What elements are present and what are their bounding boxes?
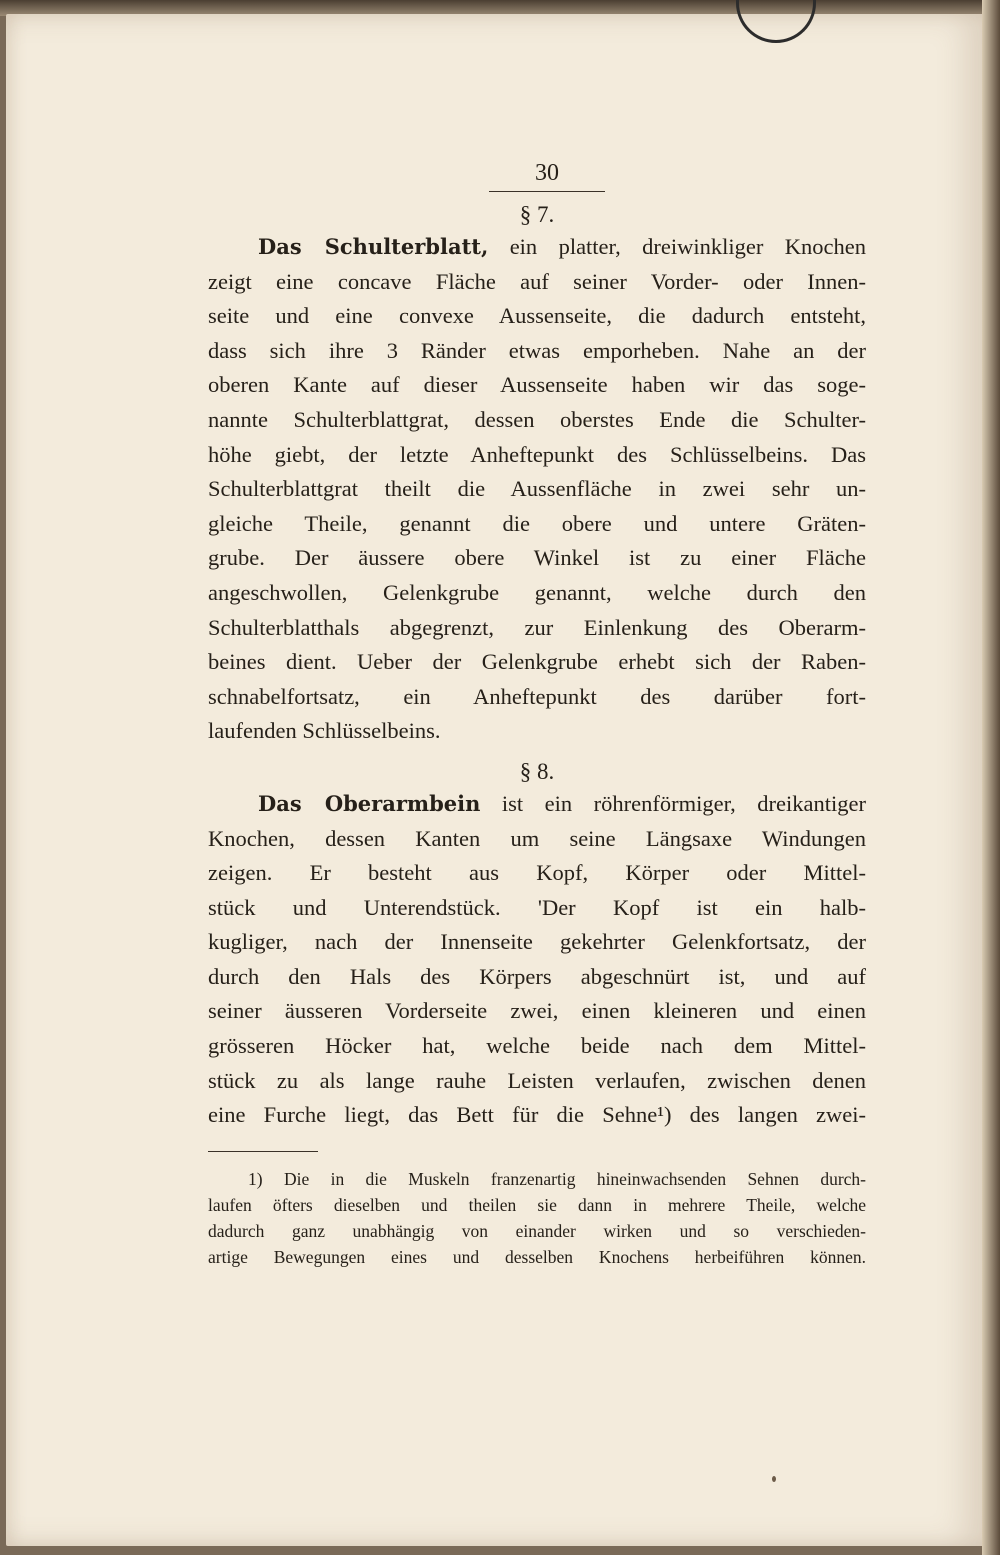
paragraph-line: seite und eine convexe Aussenseite, die dadurch entsteht, <box>208 303 866 329</box>
footnote-line: dadurch ganz unabhängig von einander wirken und so verschieden- <box>208 1220 866 1241</box>
paragraph-line: angeschwollen, Gelenkgrube genannt, welche durch den <box>208 579 866 605</box>
paragraph-line: Knochen, dessen Kanten um seine Längsaxe Windungen <box>208 825 866 851</box>
paragraph-line: oberen Kante auf dieser Aussenseite haben wir das soge- <box>208 372 866 398</box>
section-7-paragraph <box>208 230 866 749</box>
paragraph-line: kugliger, nach der Innenseite gekehrter Gelenkfortsatz, der <box>208 929 866 955</box>
paragraph-line: durch den Hals des Körpers abgeschnürt ist, und auf <box>208 963 866 989</box>
paragraph-line: zeigen. Er besteht aus Kopf, Körper oder Mittel- <box>208 860 866 886</box>
paragraph-line: eine Furche liegt, das Bett für die Sehne¹) des langen zwei- <box>208 1102 866 1128</box>
page-edge-right <box>982 0 1000 1555</box>
paragraph-line: seiner äusseren Vorderseite zwei, einen kleineren und einen <box>208 998 866 1024</box>
paragraph-line: stück zu als lange rauhe Leisten verlaufen, zwischen denen <box>208 1067 866 1093</box>
section-8-paragraph <box>208 787 866 1133</box>
section-7-mark: § 7. <box>519 202 555 227</box>
footnote <box>208 1166 866 1270</box>
paragraph-line: dass sich ihre 3 Ränder etwas emporheben. Nahe an der <box>208 337 866 363</box>
paragraph-line: beines dient. Ueber der Gelenkgrube erhebt sich der Raben- <box>208 649 866 675</box>
section-8-heading: Das Oberarmbein <box>258 790 481 816</box>
paragraph-line: laufenden Schlüsselbeins. <box>208 718 441 744</box>
paragraph-line: zeigt eine concave Fläche auf seiner Vorder- oder Innen- <box>208 268 866 294</box>
paragraph-line: stück und Unterendstück. 'Der Kopf ist ein halb- <box>208 894 866 920</box>
paragraph-line: grösseren Höcker hat, welche beide nach dem Mittel- <box>208 1033 866 1059</box>
footnote-line: artige Bewegungen eines und desselben Knochens herbeiführen können. <box>208 1246 866 1267</box>
paragraph-line: Schulterblattgrat theilt die Aussenfläche in zwei sehr un- <box>208 476 866 502</box>
text-block <box>208 160 866 1270</box>
page-number: 30 <box>535 160 559 186</box>
paragraph-line: Das Oberarmbein ist ein röhrenförmiger, dreikantiger <box>258 790 866 816</box>
footnote-rule <box>208 1151 318 1152</box>
paragraph-line: Das Schulterblatt, ein platter, dreiwinkliger Knochen <box>258 234 866 259</box>
footnote-line: laufen öfters dieselben und theilen sie dann in mehrere Theile, welche <box>208 1194 866 1215</box>
paragraph-line: gleiche Theile, genannt die obere und untere Gräten- <box>208 510 866 536</box>
section-7-heading: Das Schulterblatt, <box>258 234 489 259</box>
paragraph-line: nannte Schulterblattgrat, dessen oberstes Ende die Schulter- <box>208 406 866 432</box>
paragraph-line: Schulterblatthals abgegrenzt, zur Einlenkung des Oberarm- <box>208 614 866 640</box>
paragraph-line: höhe giebt, der letzte Anheftepunkt des Schlüsselbeins. Das <box>208 441 866 467</box>
page-number-rule <box>489 191 605 192</box>
paragraph-line: schnabelfortsatz, ein Anheftepunkt des darüber fort- <box>208 683 866 709</box>
ink-spot <box>772 1476 776 1482</box>
footnote-line: 1) Die in die Muskeln franzenartig hineinwachsenden Sehnen durch- <box>248 1168 866 1189</box>
paragraph-line: grube. Der äussere obere Winkel ist zu einer Fläche <box>208 545 866 571</box>
section-8-mark: § 8. <box>519 758 555 784</box>
